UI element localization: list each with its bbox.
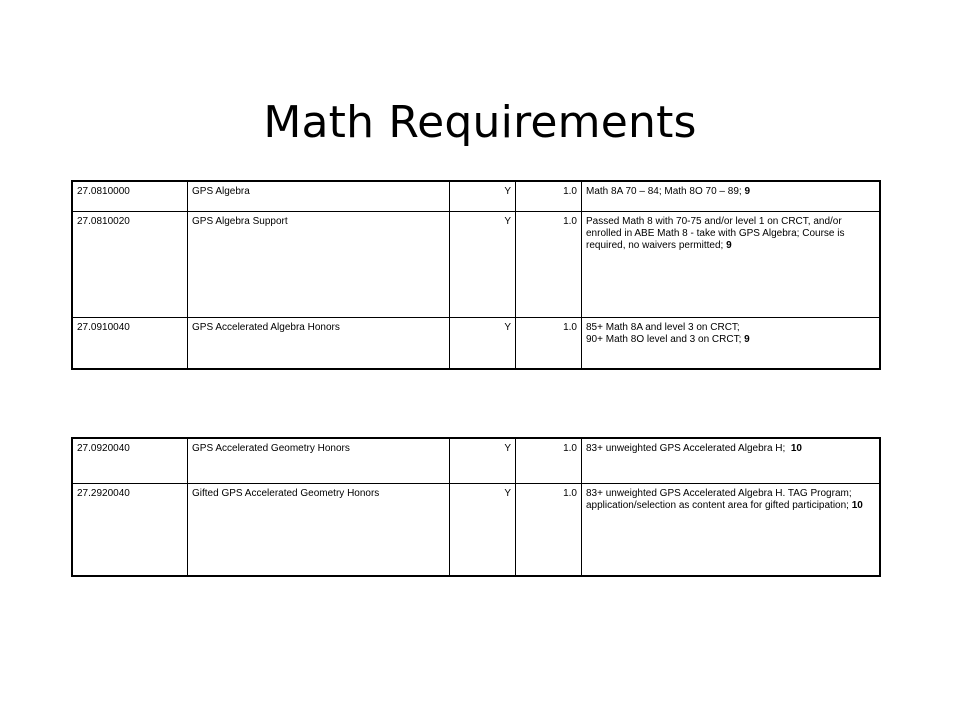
prerequisite-text: 90+ Math 8O level and 3 on CRCT; (586, 333, 742, 345)
grade-level: 9 (726, 239, 732, 251)
prerequisite-text: Math 8A 70 – 84; Math 8O 70 – 89; (586, 186, 742, 197)
prerequisite-cell (582, 181, 881, 211)
grade-level: 10 (851, 499, 863, 511)
table-row (72, 438, 880, 483)
required-cell: Y (450, 483, 516, 576)
credit-cell: 1.0 (516, 483, 582, 576)
course-name-cell: Gifted GPS Accelerated Geometry Honors (188, 483, 450, 576)
table-row (72, 181, 880, 211)
prerequisite-text: Passed Math 8 with 70-75 and/or level 1 on CRCT, and/or enrolled in ABE Math 8 - take with GPS Algebra; Course is required, no waivers permitted; (586, 215, 845, 251)
credit-cell: 1.0 (516, 181, 582, 211)
prerequisite-text: 83+ unweighted GPS Accelerated Algebra H. TAG Program; application/selection as content area for gifted participation; (586, 487, 852, 511)
table-row (72, 211, 880, 317)
course-code-cell: 27.0920040 (72, 438, 188, 483)
course-code-cell: 27.0810000 (72, 181, 188, 211)
course-code-cell: 27.2920040 (72, 483, 188, 576)
required-cell: Y (450, 181, 516, 211)
required-cell: Y (450, 211, 516, 317)
prerequisite-text-line-1: 85+ Math 8A and level 3 on CRCT; (586, 321, 740, 333)
grade-level: 10 (790, 443, 802, 454)
prerequisite-cell (582, 438, 881, 483)
course-name-cell: GPS Algebra (188, 181, 450, 211)
grade-10-requirements-table (71, 437, 881, 577)
prerequisite-cell (582, 211, 881, 317)
course-code-cell: 27.0810020 (72, 211, 188, 317)
course-name-cell: GPS Accelerated Algebra Honors (188, 317, 450, 369)
slide-title: Math Requirements (263, 97, 697, 149)
credit-cell: 1.0 (516, 317, 582, 369)
table-row (72, 483, 880, 576)
credit-cell: 1.0 (516, 438, 582, 483)
prerequisite-cell (582, 317, 881, 369)
prerequisite-cell (582, 483, 881, 576)
grade-level: 9 (744, 333, 750, 345)
course-code-cell: 27.0910040 (72, 317, 188, 369)
table-row (72, 317, 880, 369)
grade-level: 9 (744, 186, 751, 197)
required-cell: Y (450, 317, 516, 369)
grade-9-requirements-table (71, 180, 881, 370)
prerequisite-text: 83+ unweighted GPS Accelerated Algebra H; (586, 443, 786, 454)
credit-cell: 1.0 (516, 211, 582, 317)
required-cell: Y (450, 438, 516, 483)
course-name-cell: GPS Accelerated Geometry Honors (188, 438, 450, 483)
course-name-cell: GPS Algebra Support (188, 211, 450, 317)
